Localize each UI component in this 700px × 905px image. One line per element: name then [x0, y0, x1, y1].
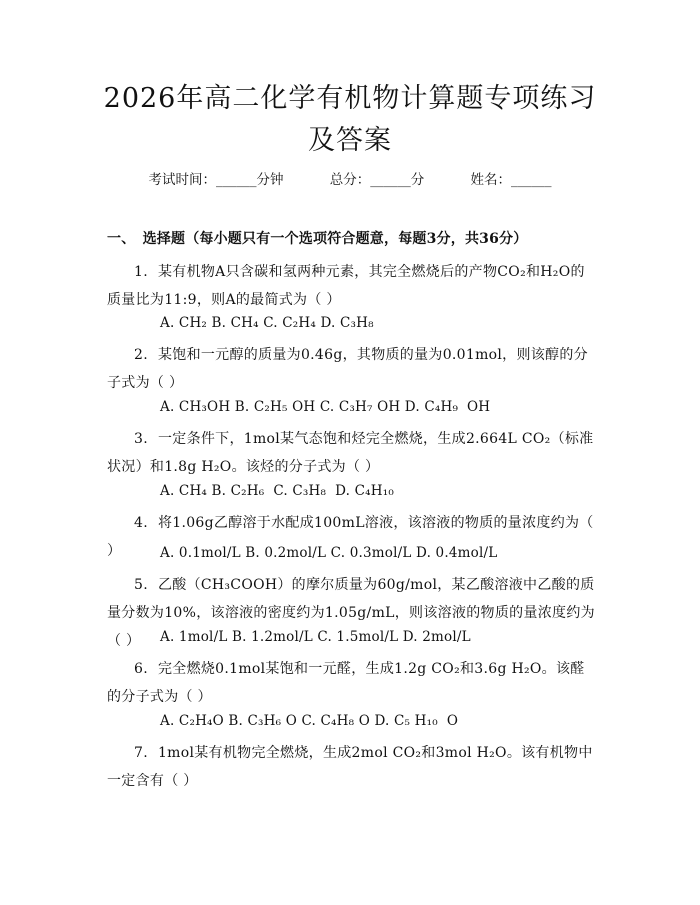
- question-text: 某饱和一元醇的质量为0.46g，其物质的量为0.01mol，则该醇的分子式为（ ）: [107, 347, 588, 391]
- question-number: 6.: [134, 661, 148, 677]
- question-1-options: A. CH₂ B. CH₄ C. C₂H₄ D. C₃H₈: [160, 315, 374, 331]
- question-number: 4.: [134, 515, 148, 531]
- question-6: [107, 655, 597, 711]
- section-heading: 一、 选择题（每小题只有一个选项符合题意，每题3分，共36分）: [107, 231, 528, 247]
- student-name-field: 姓名：______: [470, 172, 552, 188]
- question-text: 完全燃烧0.1mol某饱和一元醛，生成1.2g CO₂和3.6g H₂O。该醛的分子式为（ ）: [107, 661, 585, 705]
- exam-meta: [0, 168, 700, 188]
- question-1: [107, 258, 597, 314]
- question-text: 某有机物A只含碳和氢两种元素，其完全燃烧后的产物CO₂和H₂O的质量比为11:9，则A的最简式为（ ）: [107, 264, 585, 308]
- question-4-options: A. 0.1mol/L B. 0.2mol/L C. 0.3mol/L D. 0.4mol/L: [160, 545, 498, 561]
- question-text: 乙酸（CH₃COOH）的摩尔质量为60g/mol，某乙酸溶液中乙酸的质量分数为10%，该溶液的密度约为1.05g/mL，则该溶液的物质的量浓度约为（ ）: [107, 577, 595, 649]
- page-title: 2026年高二化学有机物计算题专项练习及答案: [103, 83, 597, 156]
- question-3-options: A. CH₄ B. C₂H₆ C. C₃H₈ D. C₄H₁₀: [160, 483, 394, 499]
- question-number: 5.: [134, 577, 148, 593]
- question-number: 1.: [134, 264, 148, 280]
- question-6-options: A. C₂H₄O B. C₃H₆ O C. C₄H₈ O D. C₅ H₁₀ O: [160, 713, 459, 729]
- question-number: 3.: [134, 431, 148, 447]
- question-2: [107, 341, 597, 397]
- question-number: 7.: [134, 745, 148, 761]
- question-3: [107, 425, 597, 481]
- total-score-field: 总分：______分: [329, 172, 425, 188]
- question-2-options: A. CH₃OH B. C₂H₅ OH C. C₃H₇ OH D. C₄H₉ OH: [160, 399, 491, 415]
- question-5-options: A. 1mol/L B. 1.2mol/L C. 1.5mol/L D. 2mol/L: [160, 629, 471, 645]
- question-number: 2.: [134, 347, 148, 363]
- question-text: 1mol某有机物完全燃烧，生成2mol CO₂和3mol H₂O。该有机物中一定含有（ ）: [107, 745, 593, 789]
- question-text: 将1.06g乙醇溶于水配成100mL溶液，该溶液的物质的量浓度约为（ ）: [107, 515, 594, 559]
- exam-time-field: 考试时间：______分钟: [148, 172, 284, 188]
- question-7: [107, 739, 597, 795]
- question-text: 一定条件下，1mol某气态饱和烃完全燃烧，生成2.664L CO₂（标准状况）和1.8g H₂O。该烃的分子式为（ ）: [107, 431, 594, 475]
